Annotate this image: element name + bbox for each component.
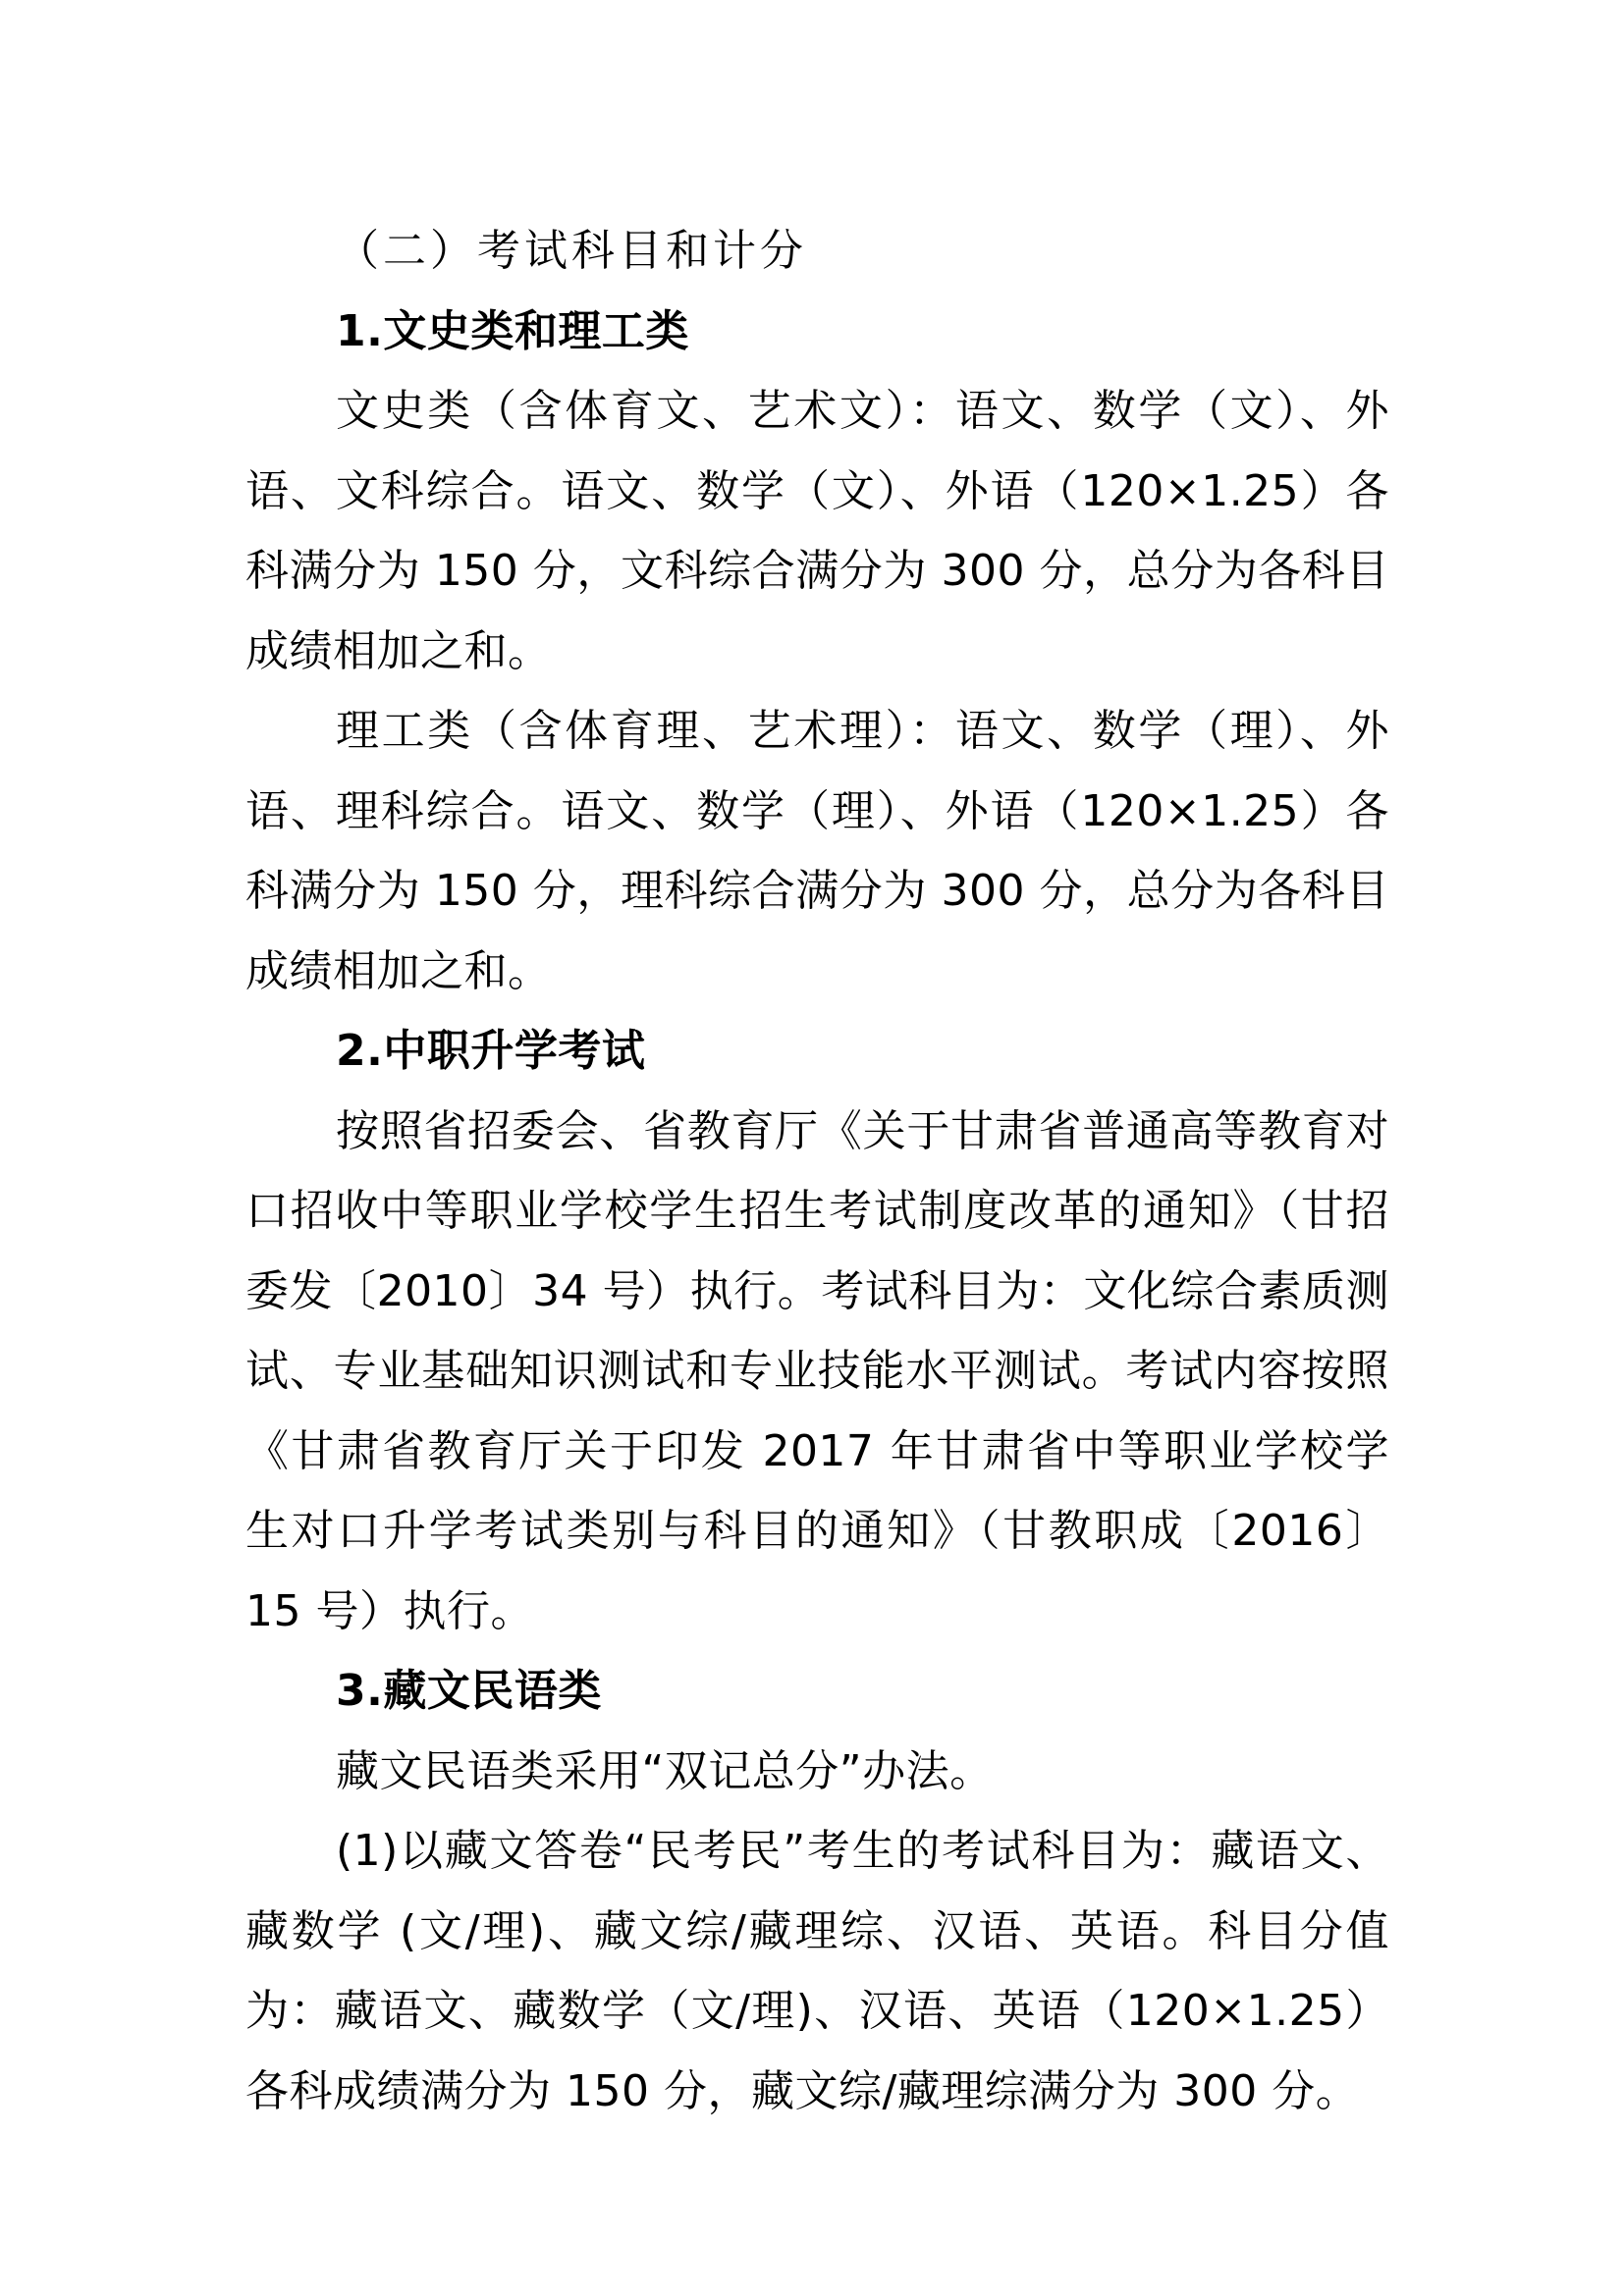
paragraph-zhongzhi: 按照省招委会、省教育厅《关于甘肃省普通高等教育对口招收中等职业学校学生招生考试制度改革的通知》（甘招委发〔2010〕34 号）执行。考试科目为：文化综合素质测试、专业基础知识测试和专业技能水平测试。考试内容按照《甘肃省教育厅关于印发 2017 年甘肃省中等职业学校学生对口升学考试类别与科目的通知》（甘教职成〔2016〕15 号）执行。: [245, 1105, 1389, 1636]
paragraph-minkaomin: (1)以藏文答卷“民考民”考生的考试科目为：藏语文、藏数学 (文/理)、藏文综/藏理综、汉语、英语。科目分值为：藏语文、藏数学（文/理)、汉语、英语（120×1.25）各科成绩满分为 150 分，藏文综/藏理综满分为 300 分。: [245, 1826, 1389, 2116]
document-page: [245, 211, 1389, 2131]
paragraph-ligong: 理工类（含体育理、艺术理）：语文、数学（理）、外语、理科综合。语文、数学（理）、外语（120×1.25）各科满分为 150 分，理科综合满分为 300 分，总分为各科目成绩相加之和。: [245, 706, 1389, 996]
section-heading-1: 1.文史类和理工类: [336, 305, 689, 356]
paragraph-wenshi: 文史类（含体育文、艺术文）：语文、数学（文）、外语、文科综合。语文、数学（文）、外语（120×1.25）各科满分为 150 分，文科综合满分为 300 分，总分为各科目成绩相加之和。: [245, 386, 1389, 676]
section-heading-3: 3.藏文民语类: [336, 1666, 602, 1716]
subheading: （二）考试科目和计分: [336, 226, 807, 276]
section-heading-2: 2.中职升学考试: [336, 1026, 646, 1076]
paragraph-shuangji: 藏文民语类采用“双记总分”办法。: [336, 1745, 994, 1796]
